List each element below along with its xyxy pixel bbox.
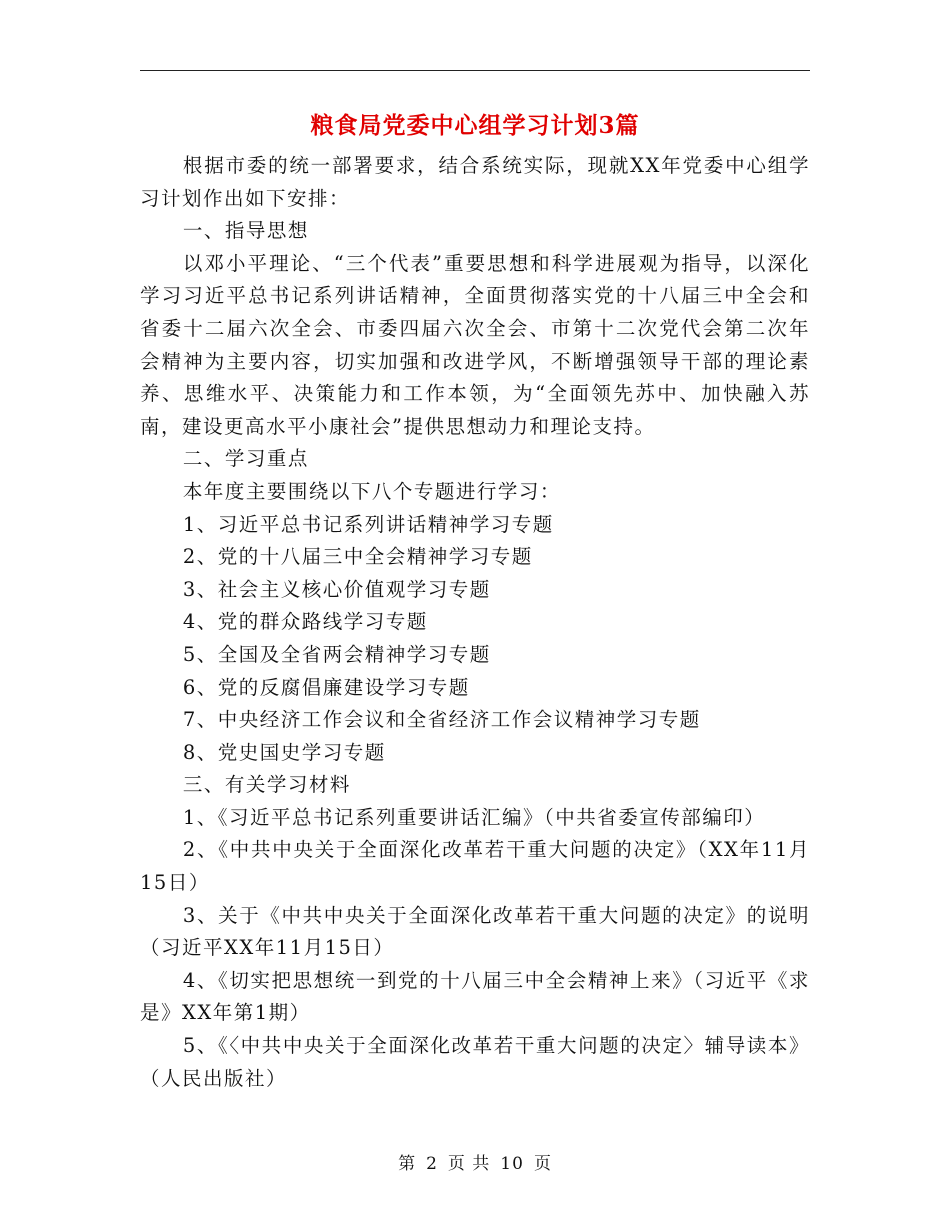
list-item-material-2: 2、《中共中央关于全面深化改革若干重大问题的决定》（XX年11月15日） [140, 838, 810, 895]
list-item-material-1: 1、《习近平总书记系列重要讲话汇编》（中共省委宣传部编印） [182, 805, 766, 829]
header-rule [140, 70, 810, 71]
document-body [140, 150, 810, 1095]
list-item-topic-2: 2、党的十八届三中全会精神学习专题 [182, 545, 533, 569]
footer-prefix: 第 [398, 1154, 417, 1174]
list-item-material-3: 3、关于《中共中央关于全面深化改革若干重大问题的决定》的说明（习近平XX年11月15日） [140, 903, 810, 960]
heading-study-focus: 二、学习重点 [182, 447, 309, 471]
list-item-material-4: 4、《切实把思想统一到党的十八届三中全会精神上来》（习近平《求是》XX年第1期） [140, 968, 810, 1025]
list-item-topic-4: 4、党的群众路线学习专题 [182, 610, 428, 634]
heading-guiding-thought: 一、指导思想 [182, 219, 309, 243]
list-item-topic-7: 7、中央经济工作会议和全省经济工作会议精神学习专题 [182, 708, 701, 732]
paragraph-guiding-thought: 以邓小平理论、“三个代表”重要思想和科学进展观为指导，以深化学习习近平总书记系列讲话精神，全面贯彻落实党的十八届三中全会和省委十二届六次全会、市委四届六次全会、市第十二次党代会第二次年会精神为主要内容，切实加强和改进学风，不断增强领导干部的理论素养、思维水平、决策能力和工作本领，为“全面领先苏中、加快融入苏南，建设更高水平小康社会”提供思想动力和理论支持。 [140, 251, 810, 438]
list-item-topic-8: 8、党史国史学习专题 [182, 740, 386, 764]
list-item-topic-3: 3、社会主义核心价值观学习专题 [182, 577, 491, 601]
footer-total-pages: 10 [500, 1154, 524, 1174]
paragraph-study-focus-intro: 本年度主要围绕以下八个专题进行学习： [182, 479, 561, 503]
list-item-material-5: 5、《〈中共中央关于全面深化改革若干重大问题的决定〉辅导读本》（人民出版社） [140, 1034, 810, 1090]
list-item-topic-6: 6、党的反腐倡廉建设学习专题 [182, 675, 470, 699]
page-footer [140, 1152, 810, 1176]
list-item-topic-1: 1、习近平总书记系列讲话精神学习专题 [182, 512, 554, 536]
heading-study-materials: 三、有关学习材料 [182, 773, 351, 797]
footer-middle: 页 共 [447, 1154, 491, 1174]
paragraph-intro: 根据市委的统一部署要求，结合系统实际，现就XX年党委中心组学习计划作出如下安排： [140, 154, 810, 210]
list-item-topic-5: 5、全国及全省两会精神学习专题 [182, 642, 491, 666]
document-title: 粮食局党委中心组学习计划3篇 [310, 112, 640, 139]
footer-page-number: 2 [426, 1154, 438, 1174]
footer-suffix: 页 [533, 1154, 552, 1174]
